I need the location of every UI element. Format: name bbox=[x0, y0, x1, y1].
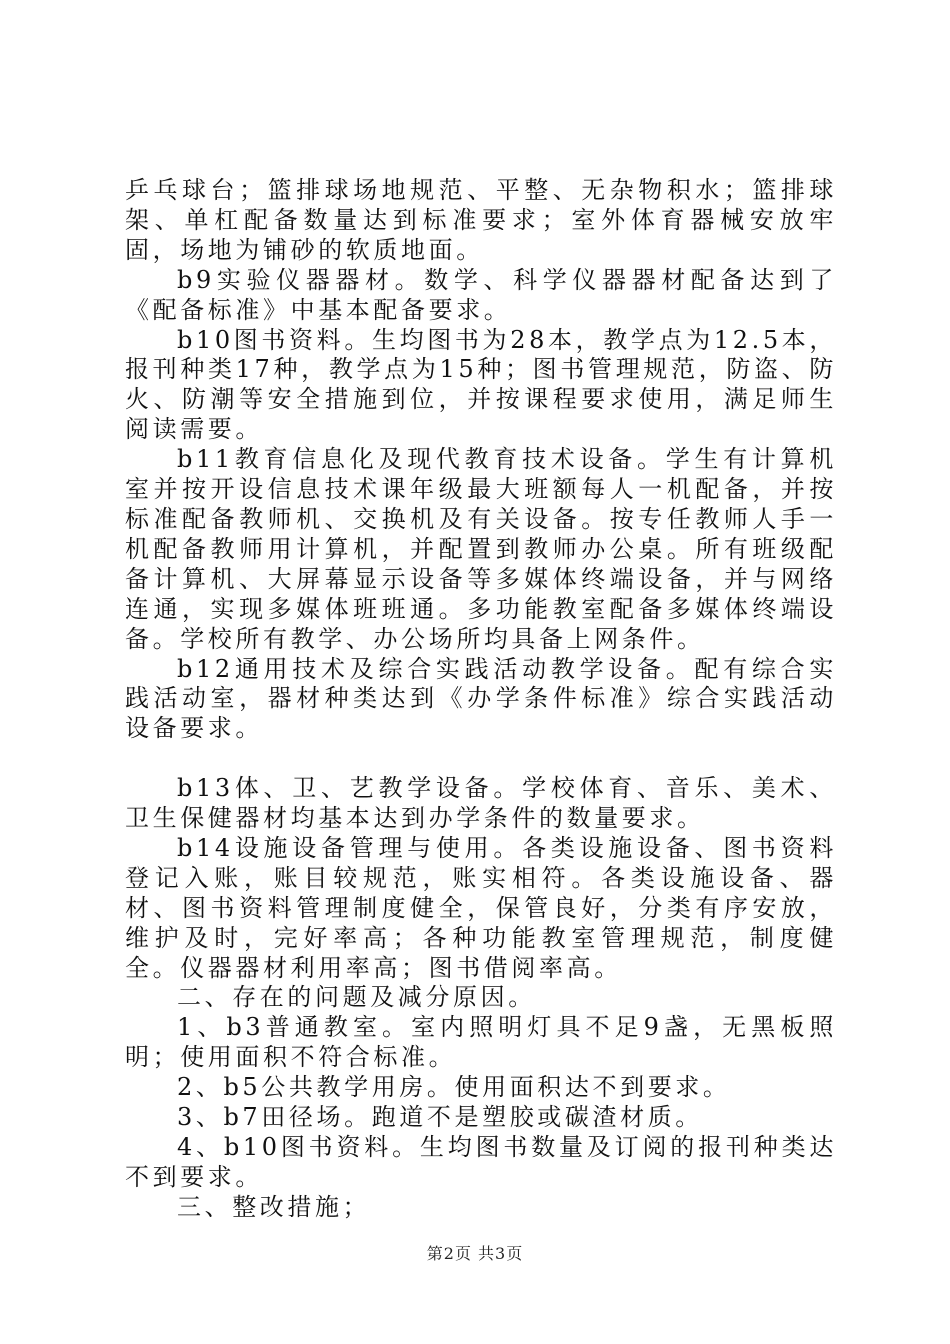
problem-item-b3: 1、b3普通教室。室内照明灯具不足9盏，无黑板照明；使用面积不符合标准。 bbox=[125, 1013, 837, 1072]
paragraph-b12-practice-equipment: b12通用技术及综合实践活动教学设备。配有综合实践活动室，器材种类达到《办学条件标准》综合实践活动设备要求。 bbox=[125, 654, 837, 743]
document-body bbox=[125, 176, 837, 1223]
paragraph-b11-it-equipment: b11教育信息化及现代教育技术设备。学生有计算机室并按开设信息技术课年级最大班额每人一机配备，并按标准配备教师机、交换机及有关设备。按专任教师人手一机配备教师用计算机，并配置到教师办公桌。所有班级配备计算机、大屏幕显示设备等多媒体终端设备，并与网络连通，实现多媒体班班通。多功能教室配备多媒体终端设备。学校所有教学、办公场所均具备上网条件。 bbox=[125, 445, 837, 653]
paragraph-b10-library: b10图书资料。生均图书为28本，教学点为12.5本，报刊种类17种，教学点为15种；图书管理规范，防盗、防火、防潮等安全措施到位，并按课程要求使用，满足师生阅读需要。 bbox=[125, 325, 837, 444]
problem-item-b7: 3、b7田径场。跑道不是塑胶或碳渣材质。 bbox=[177, 1103, 703, 1132]
paragraph-b13-arts-equipment: b13体、卫、艺教学设备。学校体育、音乐、美术、卫生保健器材均基本达到办学条件的数量要求。 bbox=[125, 774, 837, 833]
section-heading-measures: 三、整改措施； bbox=[177, 1192, 371, 1221]
section-heading-problems: 二、存在的问题及减分原因。 bbox=[177, 983, 536, 1012]
problem-item-b5: 2、b5公共教学用房。使用面积达不到要求。 bbox=[177, 1073, 731, 1102]
paragraph-b9-lab-equipment: b9实验仪器器材。数学、科学仪器器材配备达到了《配备标准》中基本配备要求。 bbox=[125, 265, 837, 324]
paragraph-sports-facilities: 乒乓球台；篮排球场地规范、平整、无杂物积水；篮排球架、单杠配备数量达到标准要求；室外体育器械安放牢固，场地为铺砂的软质地面。 bbox=[125, 176, 837, 264]
problem-item-b10: 4、b10图书资料。生均图书数量及订阅的报刊种类达不到要求。 bbox=[125, 1132, 837, 1191]
paragraph-b14-management: b14设施设备管理与使用。各类设施设备、图书资料登记入账，账目较规范，账实相符。各类设施设备、器材、图书资料管理制度健全，保管良好，分类有序安放，维护及时，完好率高；各种功能教室管理规范，制度健全。仪器器材利用率高；图书借阅率高。 bbox=[125, 833, 837, 982]
page-number-footer: 第2页 共3页 bbox=[426, 1244, 524, 1263]
paragraph-spacer bbox=[125, 744, 837, 774]
